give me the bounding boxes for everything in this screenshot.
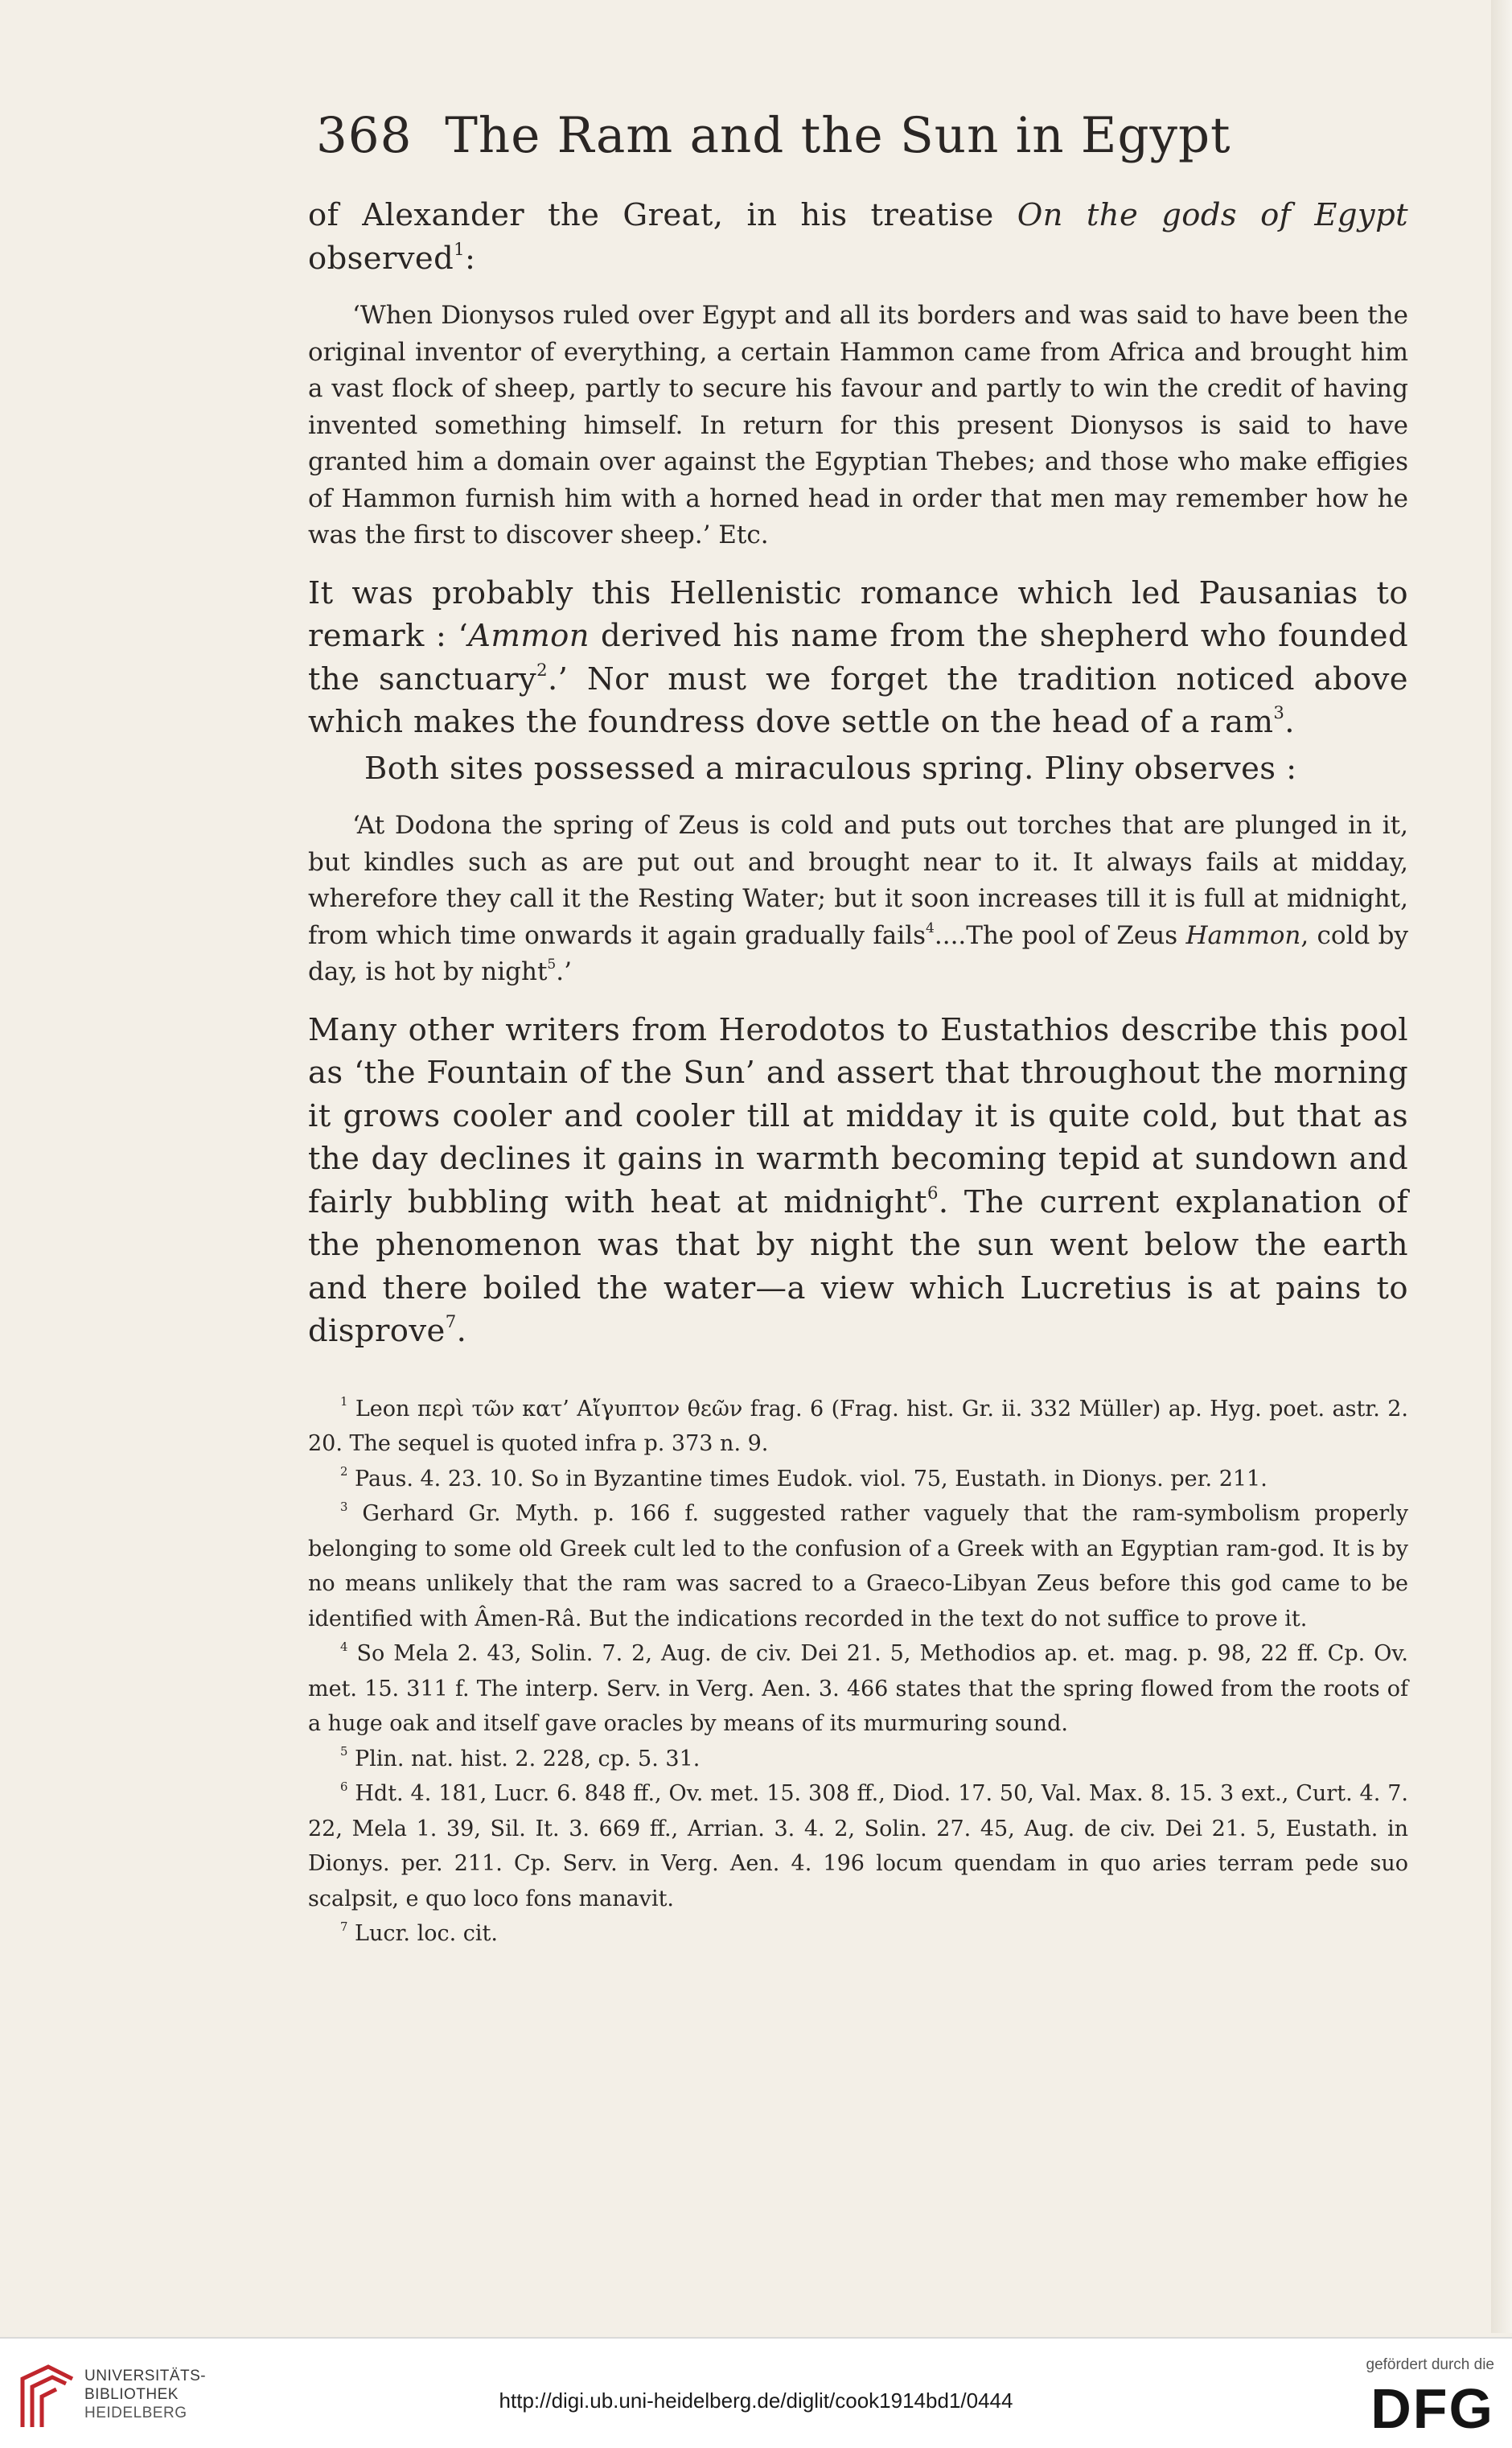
para1-text-a: It was probably this Hellenistic romance which led Pausanias to remark : ‘ <box>308 574 1408 654</box>
footnote-text: Lucr. loc. cit. <box>355 1921 498 1946</box>
quote2-text-c: , cold by day, is hot by night <box>308 920 1408 986</box>
footnote <box>308 1462 1408 1497</box>
para3-text-b: . The current explanation of the phenomenon was that by night the sun went below the earth and there boiled the water—a view which Lucretius is at pains to disprove <box>308 1183 1408 1349</box>
footnote-gap <box>308 1353 1408 1392</box>
para3-text-a: Many other writers from Herodotos to Eustathios describe this pool as ‘the Fountain of the Sun’ and assert that throughout the morning it grows cooler and cooler till at midday it is quite cold, but that as the day declines it gains in warmth becoming tepid at sundown and fairly bubbling with heat at midnight <box>308 1011 1408 1220</box>
library-line-1: UNIVERSITÄTS- <box>84 2368 207 2384</box>
footnote-ref-5[interactable]: 5 <box>547 957 557 973</box>
footnote-number: 7 <box>340 1919 348 1934</box>
para1-text-b: derived his name from the shepherd who founded the sanctuary <box>308 618 1408 697</box>
footnote-ref-6[interactable]: 6 <box>927 1182 939 1203</box>
library-line-2: BIBLIOTHEK <box>84 2386 179 2403</box>
quote2-text-a: ‘At Dodona the spring of Zeus is cold and puts out torches that are plunged in it, but kindles such as are put out and brought near to it. It always fails at midday, wherefore they call it the Resting Water; but it soon increases till it is full at midnight, from which time onwards it again gradually fails <box>308 811 1408 950</box>
para1-text-d: . <box>1284 704 1295 740</box>
footnote <box>308 1636 1408 1742</box>
quote2-hammon: Hammon <box>1185 920 1301 950</box>
page-content <box>308 107 1408 1952</box>
footnote-text: Plin. nat. hist. 2. 228, cp. 5. 31. <box>355 1746 701 1771</box>
funding-label: gefördert durch die <box>1366 2356 1494 2373</box>
quote-dionysos: ‘When Dionysos ruled over Egypt and all its borders and was said to have been the original inventor of everything, a certain Hammon came from Africa and brought him a vast flock of sheep, partly to secure his favour and partly to win the credit of having invented something himself. In return for this present Dionysos is said to have granted him a domain over against the Egyptian Thebes; and those who make effigies of Hammon furnish him with a horned head in order that men may remember how he was the first to discover sheep.’ Etc. <box>308 301 1408 549</box>
paragraph-pliny: Both sites possessed a miraculous spring. Pliny observes : <box>364 750 1297 787</box>
footnote-text: Hdt. 4. 181, Lucr. 6. 848 ff., Ov. met. 15. 308 ff., Diod. 17. 50, Val. Max. 8. 15. 3 ext., Curt. 4. 7. 22, Mela 1. 39, Sil. It. 3. 669 ff., Arrian. 3. 4. 2, Solin. 27. 45, Aug. de civ. Dei 21. 5, Eustath. in Dionys. per. 211. Cp. Serv. in Verg. Aen. 4. 196 locum quendam in quo aries terram pede suo scalpsit, e quo loco fons manavit. <box>308 1781 1408 1911</box>
intro-end: : <box>465 240 476 277</box>
para3-text-c: . <box>456 1313 467 1349</box>
para1-text-c: .’ Nor must we forget the tradition noticed above which makes the foundress dove settle on the head of a ram <box>308 660 1408 740</box>
footnote <box>308 1776 1408 1916</box>
footnote-text: Leon περὶ τῶν κατ’ Αἴγυπτον θεῶν frag. 6 (Frag. hist. Gr. ii. 332 Müller) ap. Hyg. poet. astr. 2. 20. The sequel is quoted infra p. 373 n. 9. <box>308 1396 1408 1456</box>
footnote <box>308 1392 1408 1462</box>
intro-paragraph <box>308 194 1408 280</box>
permalink-url[interactable]: http://digi.ub.uni-heidelberg.de/diglit/cook1914bd1/0444 <box>499 2388 1013 2413</box>
footnote-number: 4 <box>340 1639 348 1654</box>
footnote-ref-1[interactable]: 1 <box>454 238 466 259</box>
footnote <box>308 1742 1408 1777</box>
page-number: 368 <box>316 107 413 164</box>
paragraph-pausanias <box>308 572 1408 744</box>
footnote-text: Paus. 4. 23. 10. So in Byzantine times Eudok. viol. 75, Eustath. in Dionys. per. 211. <box>355 1466 1268 1491</box>
footnote-ref-2[interactable]: 2 <box>536 659 548 680</box>
paragraph-fountain-of-sun <box>308 1009 1408 1353</box>
footnote-number: 5 <box>340 1744 348 1759</box>
footnote-text: Gerhard Gr. Myth. p. 166 f. suggested rather vaguely that the ram-symbolism properly belonging to some old Greek cult led to the confusion of a Greek with an Egyptian ram-god. It is by no means unlikely that the ram was sacred to a Graeco-Libyan Zeus before this god came to be identified with Âmen-Râ. But the indications recorded in the text do not suffice to prove it. <box>308 1501 1408 1631</box>
intro-text: of Alexander the Great, in his treatise <box>308 197 1017 233</box>
running-title: The Ram and the Sun in Egypt <box>445 107 1231 164</box>
footnote-number: 2 <box>340 1464 348 1479</box>
para1-ammon: Ammon <box>468 618 590 654</box>
footnote-ref-7[interactable]: 7 <box>445 1311 457 1331</box>
quote2-text-d: .’ <box>556 957 572 986</box>
quote2-text-b: ....The pool of Zeus <box>934 920 1186 950</box>
intro-title: On the gods of Egypt <box>1017 197 1408 233</box>
footnote-number: 3 <box>340 1499 348 1514</box>
footnote-ref-3[interactable]: 3 <box>1273 702 1285 722</box>
page-edge <box>1491 0 1512 2333</box>
footnote-number: 6 <box>340 1779 348 1794</box>
running-head <box>316 107 1408 164</box>
footnotes <box>308 1392 1408 1952</box>
quote-dodona <box>308 808 1408 991</box>
footnote-ref-4[interactable]: 4 <box>926 920 935 936</box>
footnote-number: 1 <box>340 1394 348 1409</box>
footnote-text: So Mela 2. 43, Solin. 7. 2, Aug. de civ. Dei 21. 5, Methodios ap. et. mag. p. 98, 22 ff. Cp. Ov. met. 15. 311 f. The interp. Serv. in Verg. Aen. 3. 466 states that the spring flowed from the roots of a huge oak and itself gave oracles by means of its murmuring sound. <box>308 1641 1408 1736</box>
viewer-footer <box>0 2337 1512 2448</box>
footnote <box>308 1916 1408 1952</box>
intro-text-after: observed <box>308 240 454 277</box>
library-line-3: HEIDELBERG <box>84 2405 187 2421</box>
footnote <box>308 1496 1408 1636</box>
dfg-logo: DFG <box>1370 2377 1494 2440</box>
